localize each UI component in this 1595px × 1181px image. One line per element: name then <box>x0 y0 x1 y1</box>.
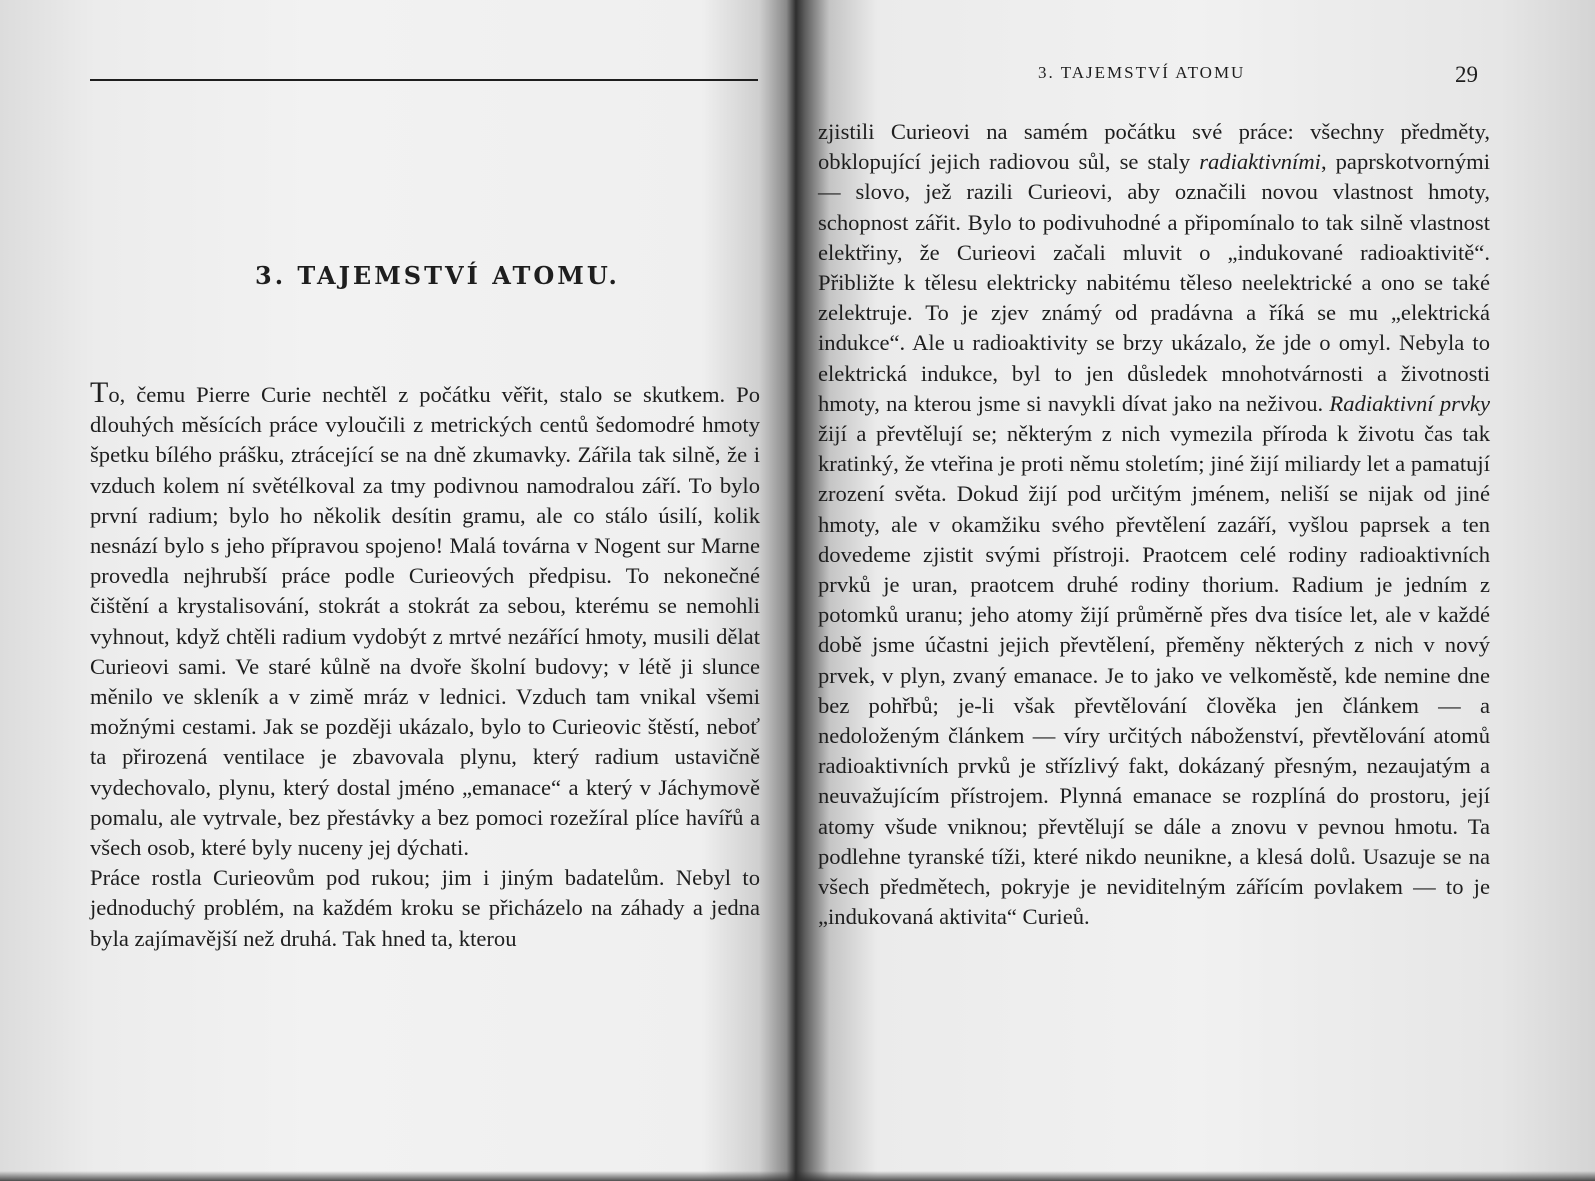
paragraph-text: o, čemu Pierre Curie nechtěl z počátku věřit, stalo se skutkem. Po dlouhých měsících práce vyloučili z metrických centů šedomodré hmoty špetku bílého prášku, ztrácející se na dně zkumavky. Zářila tak silně, že i vzduch kolem ní světélkoval za tmy podivnou namodralou září. To bylo první radium; bylo ho několik desítin gramu, ale co stálo úsilí, kolik nesnází bylo s jeho přípravou spojeno! Malá továrna v Nogent sur Marne provedla nejhrubší práce podle Curieových předpisu. To nekonečné čištění a krystalisování, stokrát a stokrát za sebou, kterému se nemohli vyhnout, když chtěli radium vydobýt z mrtvé nezářící hmoty, musili dělat Curieovi sami. Ve staré kůlně na dvoře školní budovy; v létě ji slunce měnilo ve skleník a v zimě mráz v lednici. Vzduch tam vnikal všemi možnými cestami. Jak se později ukázalo, bylo to Curieovic štěstí, neboť ta přirozená ventilace je zbavovala plynu, který radium ustavičně vydechovalo, plynu, který dostal jméno „emanace“ a který v Jáchymově pomalu, ale vytrvale, bez přestávky a bez pomoci rozežíral plíce havířů a všech osob, které byly nuceny jej dýchati. <box>90 382 760 861</box>
left-body-text <box>90 376 760 954</box>
paragraph <box>90 376 760 863</box>
italic-term: Radiaktivní prvky <box>1329 390 1490 416</box>
chapter-heading: 3. TAJEMSTVÍ ATOMU. <box>255 261 620 290</box>
right-body-text <box>818 117 1490 932</box>
page-number: 29 <box>1455 62 1478 87</box>
right-page <box>800 0 1595 1181</box>
paragraph-text: Práce rostla Curieovům pod rukou; jim i jiným badatelům. Nebyl to jednoduchý problém, na každém kroku se přicházelo na záhady a jedna byla zajímavější než druhá. Tak hned ta, kterou <box>90 865 760 951</box>
text-segment: zjistili Curieovi na samém počátku své práce: všechny předměty, obklopující jejich radiovou sůl, se staly <box>818 119 1490 175</box>
italic-term: radiaktivními <box>1199 149 1321 175</box>
running-head: 3. TAJEMSTVÍ ATOMU <box>1038 63 1246 82</box>
header-rule <box>90 79 758 81</box>
text-segment: žijí a převtělují se; některým z nich vymezila příroda k životu čas tak kratinký, že vteřina je proti němu stoletím; jiné žijí miliardy let a pamatují zrození světa. Dokud žijí pod určitým jménem, neliší se nijak od jiné hmoty, ale v okamžiku svého převtělení zazáří, vyšlou paprsek a ten dovedeme zjistit svými přístroji. Praotcem celé rodiny radioaktivních prvků je uran, praotcem druhé rodiny thorium. Radium je jedním z potomků uranu; jeho atomy žijí průměrně přes dva tisíce let, ale v každé době jsme účastni jejich převtělení, přeměny některých z nich v nový prvek, v plyn, zvaný emanace. Je to jako ve velkoměstě, kde nemine dne bez pohřbů; je-li však převtělování člověka jen článkem — a nedoloženým článkem — víry určitých náboženství, převtělování atomů radioaktivních prvků je střízlivý fakt, dokázaný přesným, nezaujatým a neuvažujícím přístrojem. Plynná emanace se rozplíná do prostoru, její atomy všude vniknou; převtělují se dále a znovu v pevnou hmotu. Ta podlehne tyranské tíži, které nikdo neunikne, a klesá dolů. Usazuje se na všech předmětech, pokryje je neviditelným zářícím povlakem — to je „indukovaná aktivita“ Curieů. <box>818 421 1490 930</box>
text-segment: , paprskotvornými — slovo, jež razili Curieovi, aby označili novou vlastnost hmoty, schopnost zářit. Bylo to podivuhodné a připomínalo to tak silně vlastnost elektřiny, že Curieovi začali mluvit o „indukované radioaktivitě“. Přibližte k tělesu elektricky nabitému těleso neelektrické a ono se také zelektruje. To je zjev známý od pradávna a říká se mu „elektrická indukce“. Ale u radioaktivity se brzy ukázalo, že jde o omyl. Nebyla to elektrická indukce, byl to jen důsledek mnohotvárnosti a životnosti hmoty, na kterou jsme si navykli dívat jako na neživou. <box>818 149 1490 416</box>
paragraph <box>90 863 760 954</box>
left-page <box>0 0 790 1181</box>
drop-cap: T <box>90 376 109 409</box>
